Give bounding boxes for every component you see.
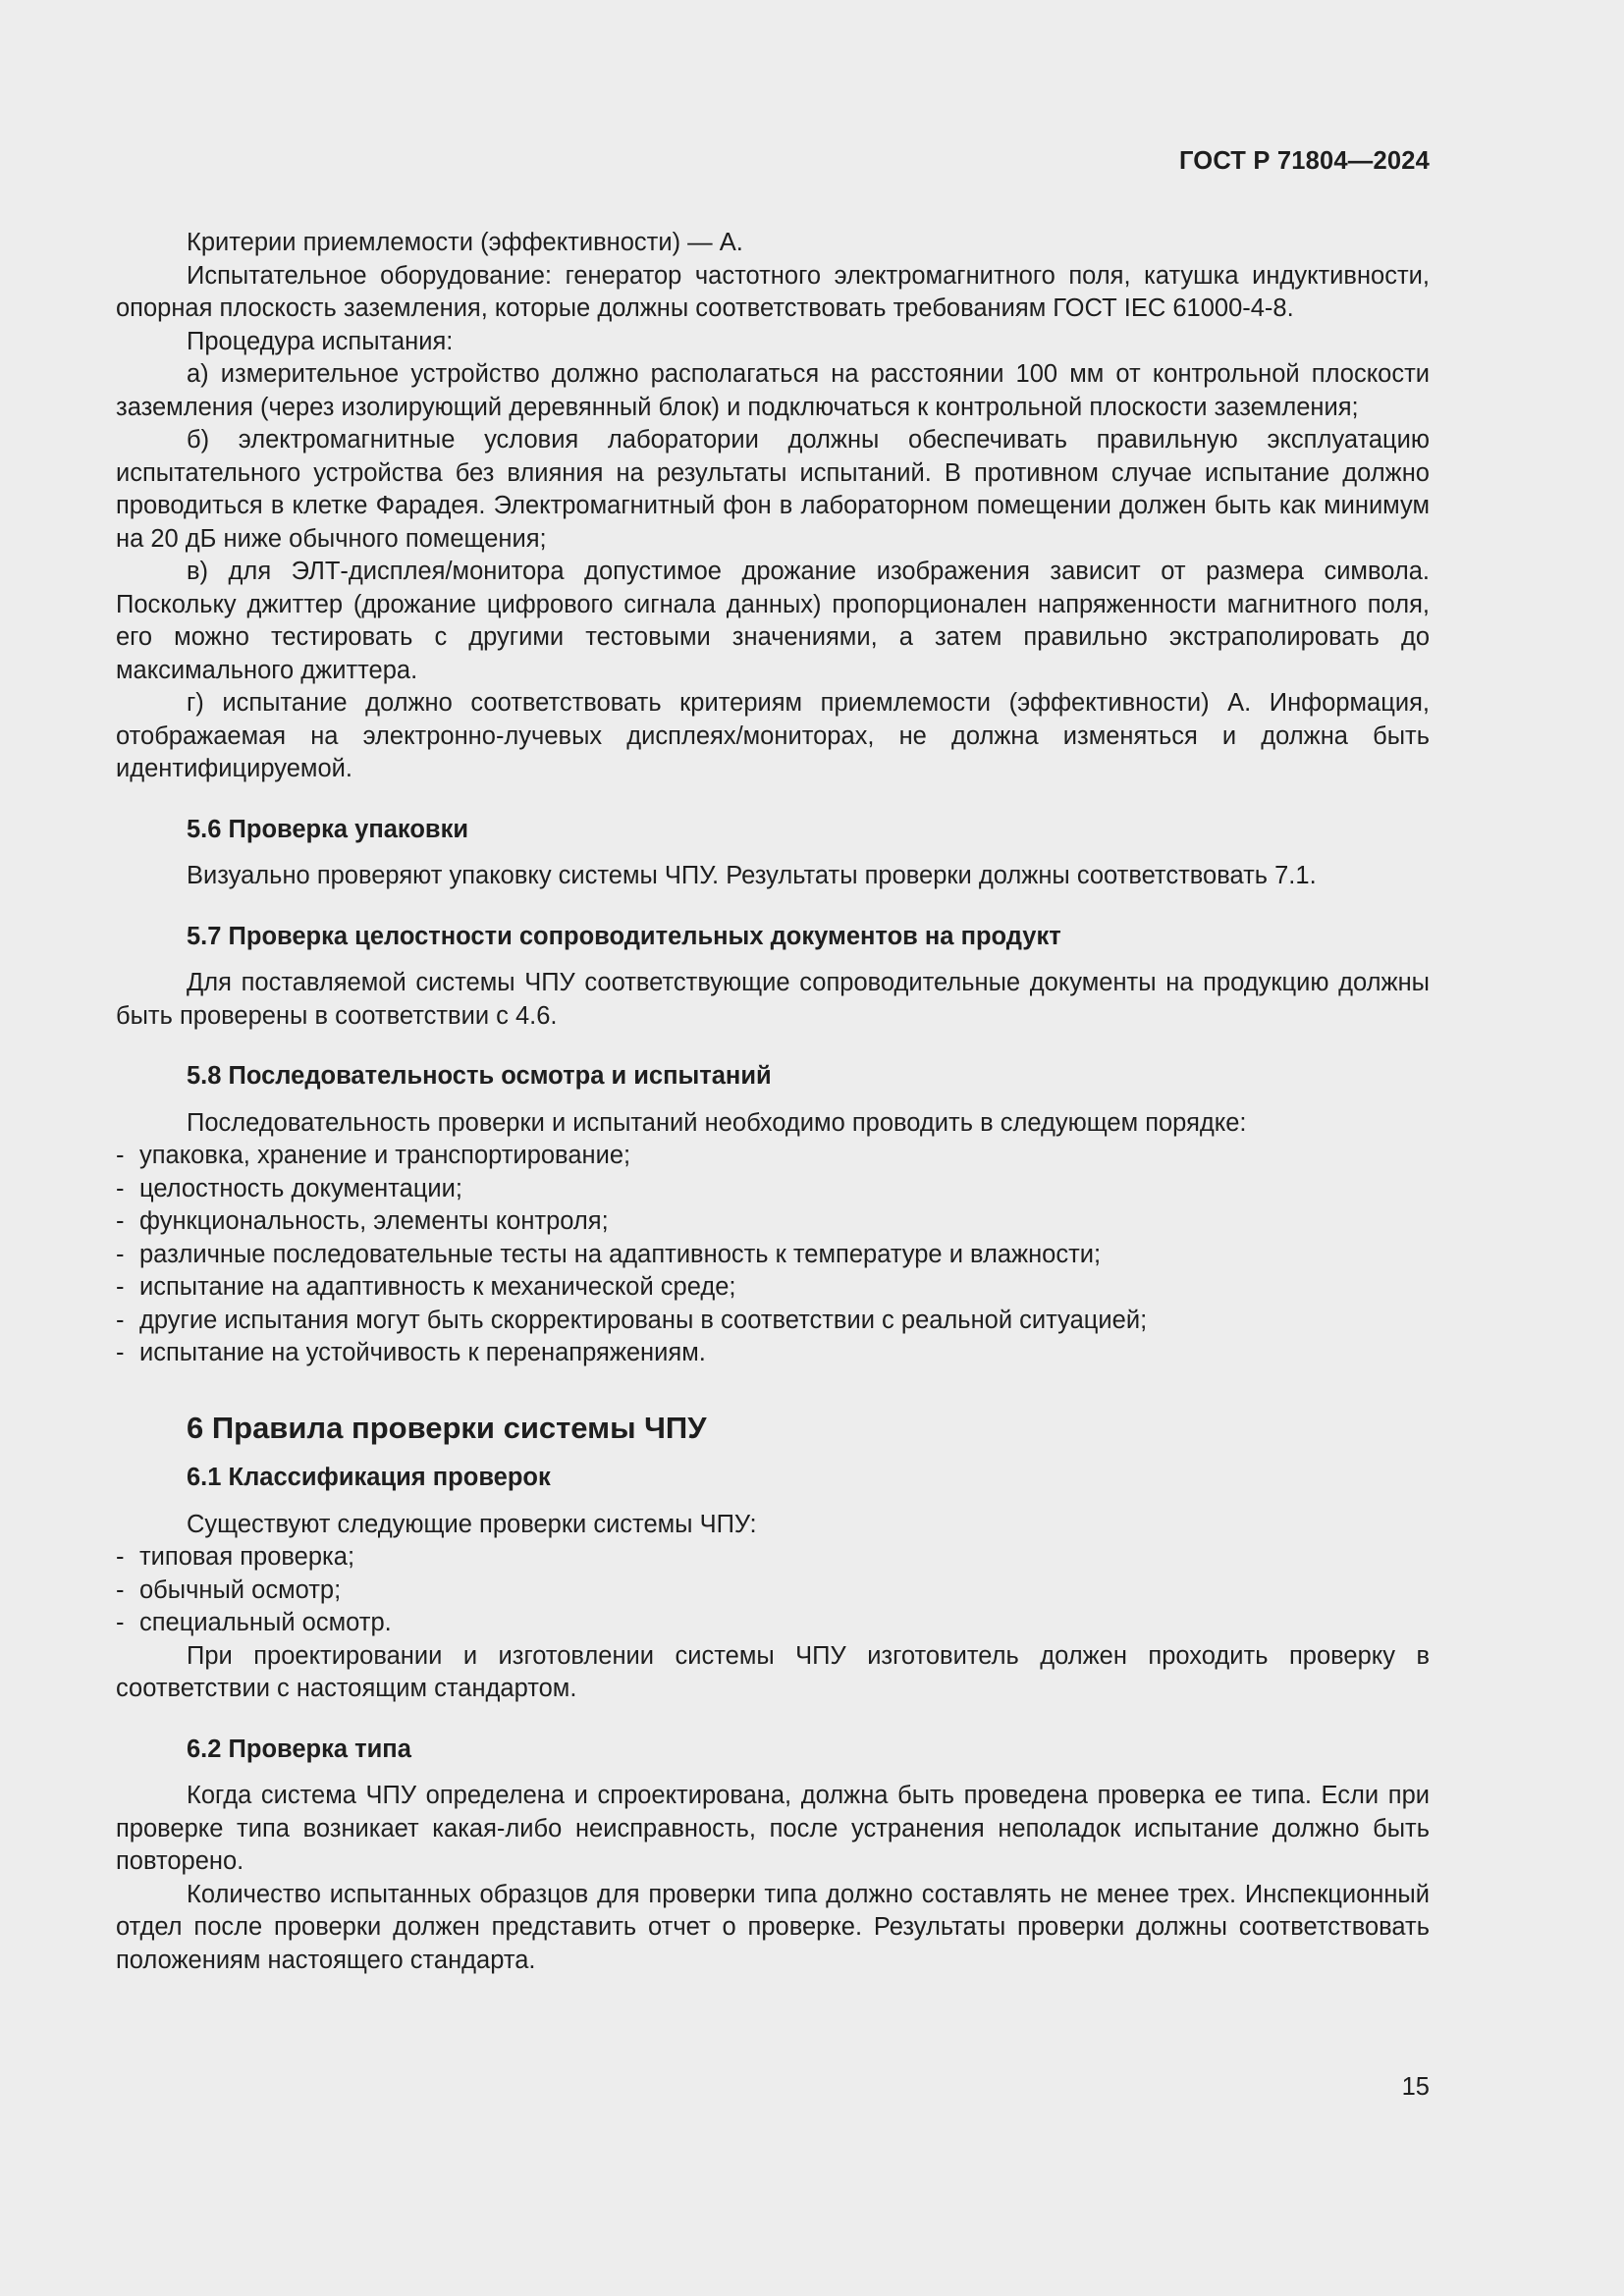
list-item: - испытание на устойчивость к перенапряжениям. [116,1339,706,1366]
paragraph: в) для ЭЛТ-дисплея/монитора допустимое дрожание изображения зависит от размера символа. Поскольку джиттер (дрожание цифрового сигнала данных) пропорционален напряженности магнитного поля, его можно тестировать с другими тестовыми значениями, а затем правильно экстраполировать до максимального джиттера. [116,558,1430,684]
paragraph: Существуют следующие проверки системы ЧПУ: [187,1510,757,1538]
inspection-order-list [116,1140,1430,1370]
paragraph: б) электромагнитные условия лаборатории должны обеспечивать правильную эксплуатацию испытательного устройства без влияния на результаты испытаний. В противном случае испытание должно проводиться в клетке Фарадея. Электромагнитный фон в лабораторном помещении должен быть как минимум на 20 дБ ниже обычного помещения; [116,426,1430,553]
section-heading-5-6: 5.6 Проверка упаковки [187,815,469,843]
list-item: - функциональность, элементы контроля; [116,1207,609,1235]
list-item: - различные последовательные тесты на адаптивность к температуре и влажности; [116,1240,1102,1268]
list-item: - обычный осмотр; [116,1575,342,1604]
paragraph: При проектировании и изготовлении системы ЧПУ изготовитель должен проходить проверку в соответствии с настоящим стандартом. [116,1641,1430,1702]
list-item: - испытание на адаптивность к механической среде; [116,1273,736,1301]
paragraph: Процедура испытания: [187,327,454,355]
page-number: 15 [1401,2073,1430,2101]
list-item: - специальный осмотр. [116,1609,392,1636]
section-heading-5-7: 5.7 Проверка целостности сопроводительных документов на продукт [187,922,1061,950]
list-item: - упаковка, хранение и транспортирование; [116,1142,631,1169]
paragraph: Количество испытанных образцов для проверки типа должно составлять не менее трех. Инспекционный отдел после проверки должен представить отчет о проверке. Результаты проверки должны соответствовать положениям настоящего стандарта. [116,1880,1430,1974]
paragraph: Визуально проверяют упаковку системы ЧПУ. Результаты проверки должны соответствовать 7.1. [187,862,1317,889]
paragraph: а) измерительное устройство должно располагаться на расстоянии 100 мм от контрольной плоскости заземления (через изолирующий деревянный блок) и подключаться к контрольной плоскости заземления; [116,360,1430,421]
inspection-types-list [116,1541,1430,1640]
paragraph: г) испытание должно соответствовать критериям приемлемости (эффективности) А. Информация, отображаемая на электронно-лучевых дисплеях/мониторах, не должна изменяться и должна быть идентифицируемой. [116,689,1430,782]
list-item: - типовая проверка; [116,1543,355,1571]
list-item: - другие испытания могут быть скорректированы в соответствии с реальной ситуацией; [116,1306,1148,1334]
paragraph: Испытательное оборудование: генератор частотного электромагнитного поля, катушка индуктивности, опорная плоскость заземления, которые должны соответствовать требованиям ГОСТ IEC 61000-4-8. [116,261,1430,322]
section-heading-6-1: 6.1 Классификация проверок [187,1464,551,1491]
paragraph: Для поставляемой системы ЧПУ соответствующие сопроводительные документы на продукцию должны быть проверены в соответствии с 4.6. [116,969,1430,1030]
paragraph: Последовательность проверки и испытаний необходимо проводить в следующем порядке: [187,1108,1247,1137]
page-content [116,227,1430,1977]
paragraph: Когда система ЧПУ определена и спроектирована, должна быть проведена проверка ее типа. Если при проверке типа возникает какая-либо неисправность, после устранения неполадок испытание должно быть повторено. [116,1782,1430,1875]
standard-code: ГОСТ Р 71804—2024 [1178,147,1430,175]
section-heading-6-2: 6.2 Проверка типа [187,1735,411,1763]
section-heading-5-8: 5.8 Последовательность осмотра и испытаний [187,1062,772,1090]
chapter-heading-6: 6 Правила проверки системы ЧПУ [187,1410,707,1445]
list-item: - целостность документации; [116,1174,463,1202]
paragraph: Критерии приемлемости (эффективности) — А. [187,229,743,256]
